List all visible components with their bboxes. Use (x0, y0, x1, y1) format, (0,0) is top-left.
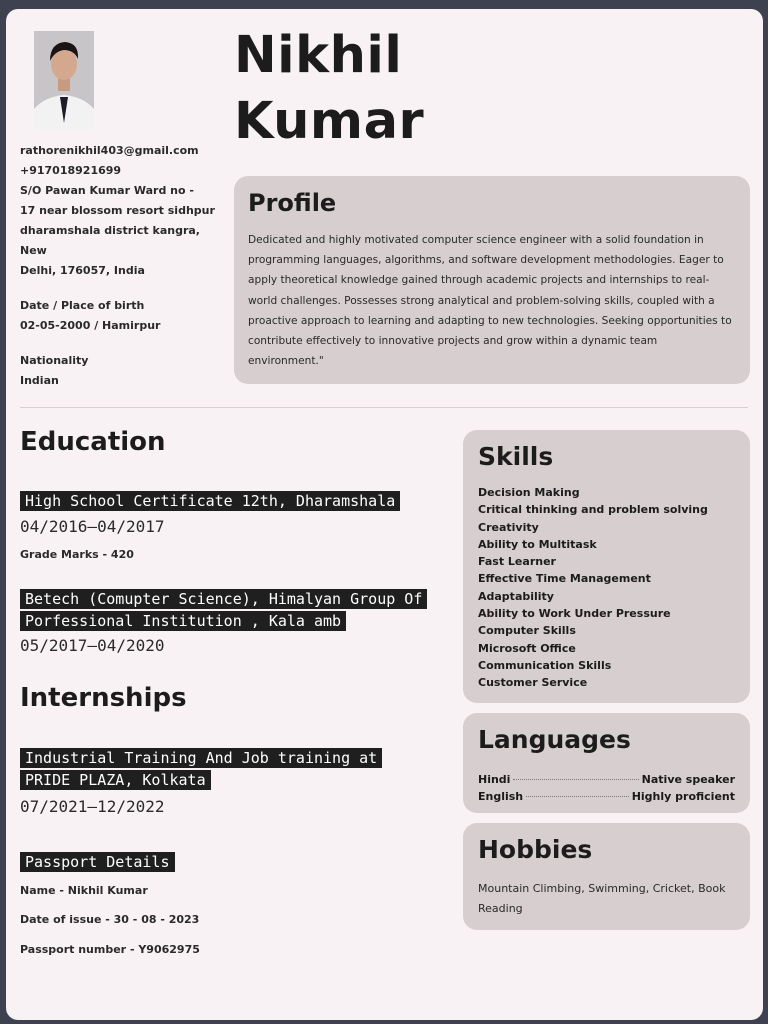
skill-item: Ability to Work Under Pressure (478, 607, 671, 621)
address-line: Delhi, 176057, India (20, 264, 145, 277)
skill-item: Microsoft Office (478, 641, 576, 655)
profile-text: Dedicated and highly motivated computer science engineer with a solid foundation in programming languages, algorithms, and software development methodologies. Eager to apply theoretical knowledge gained through academic projects and internships to real-world challenges. Possesses strong analytical and problem-solving skills, coupled with a proactive approach to learning and adapting to new technologies. Seeking opportunities to contribute effectively to innovative projects and grow within a dynamic team environment." (248, 234, 732, 368)
passport-number: Passport number - Y9062975 (20, 943, 200, 956)
languages-section (463, 713, 750, 813)
first-name: Nikhil (234, 26, 403, 85)
contact-info (20, 141, 225, 391)
phone[interactable]: +917018921699 (20, 164, 122, 177)
skill-item: Effective Time Management (478, 572, 651, 586)
email[interactable]: rathorenikhil403@gmail.com (20, 144, 199, 157)
language-name: English (478, 790, 524, 803)
language-level: Highly proficient (631, 790, 735, 803)
education-item-name: Betech (Comupter Science), Himalyan Group Of Porfessional Institution , Kala amb (20, 589, 427, 631)
dob-label: Date / Place of birth (20, 299, 145, 312)
profile-title: Profile (248, 189, 337, 217)
section-divider (20, 407, 748, 408)
hobbies-text: Mountain Climbing, Swimming, Cricket, Book Reading (478, 882, 726, 915)
passport-issue-date: Date of issue - 30 - 08 - 2023 (20, 913, 200, 926)
skill-item: Customer Service (478, 676, 588, 690)
hobbies-title: Hobbies (478, 835, 593, 864)
skill-item: Ability to Multitask (478, 537, 597, 551)
dob-value: 02-05-2000 / Hamirpur (20, 319, 161, 332)
internship-item-name: Industrial Training And Job training at PRIDE PLAZA, Kolkata (20, 748, 382, 790)
language-level: Native speaker (641, 773, 735, 786)
skill-item: Computer Skills (478, 624, 576, 638)
skill-item: Decision Making (478, 486, 580, 499)
languages-title: Languages (478, 725, 631, 754)
skills-title: Skills (478, 442, 554, 471)
education-title: Education (20, 427, 166, 457)
skills-section (463, 430, 750, 703)
nationality-value: Indian (20, 374, 59, 387)
address-line: dharamshala district kangra, New (20, 224, 200, 257)
education-item-dates: 04/2016—04/2017 (20, 517, 165, 536)
internships-title: Internships (20, 683, 187, 713)
full-name (234, 23, 424, 155)
education-item-note: Grade Marks - 420 (20, 548, 134, 561)
passport-title (20, 851, 425, 873)
passport-name: Name - Nikhil Kumar (20, 884, 148, 897)
resume-page (6, 9, 763, 1020)
profile-photo (34, 31, 94, 129)
skill-item: Communication Skills (478, 658, 612, 672)
address-line: 17 near blossom resort sidhpur (20, 204, 215, 217)
profile-section (234, 176, 750, 384)
education-item-name: High School Certificate 12th, Dharamshala (20, 491, 400, 511)
last-name: Kumar (234, 92, 425, 151)
language-row (478, 771, 735, 788)
skill-item: Adaptability (478, 589, 554, 603)
language-row (478, 788, 735, 805)
internship-item-dates: 07/2021—12/2022 (20, 797, 165, 816)
education-item-name (20, 588, 425, 632)
skill-item: Fast Learner (478, 555, 556, 569)
language-name: Hindi (478, 773, 511, 786)
address-line: S/O Pawan Kumar Ward no - (20, 184, 194, 197)
education-item-dates: 05/2017—04/2020 (20, 636, 165, 655)
hobbies-section (463, 823, 750, 930)
education-item-name (20, 490, 425, 512)
skills-list (478, 484, 735, 692)
nationality-label: Nationality (20, 354, 89, 367)
skill-item: Creativity (478, 520, 539, 534)
skill-item: Critical thinking and problem solving (478, 503, 708, 517)
internship-item-name (20, 747, 425, 791)
passport-title: Passport Details (20, 852, 175, 872)
